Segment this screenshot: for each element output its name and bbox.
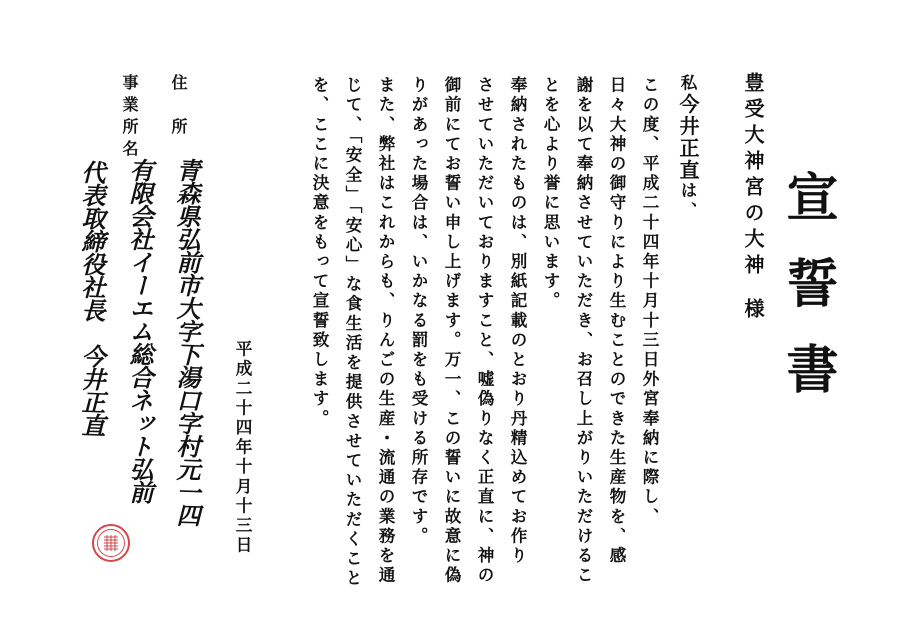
addressee [743,72,763,324]
body-line-3: 謝を以て奉納させていただき、お召し上がりいただけるこ [574,76,594,586]
address-value: 青森県弘前市大字下湯口字村元一四 [172,157,201,527]
body-line-8: りがあった場合は、いかなる罰をも受ける所存です。 [409,76,429,547]
office-value: 有限会社イーエム総合ネット弘前 [125,157,154,504]
document-title: 宣誓書 [777,170,838,428]
opening-line [678,74,698,221]
body-line-7: 御前にてお誓い申し上げます。万一、この誓いに故意に偽 [442,76,462,586]
address-label: 住 所 [169,74,188,140]
body-line-11: を、ここに決意をもって宣誓致します。 [310,76,330,429]
seal-inner-ring [97,529,125,557]
seal-pattern-icon [100,532,122,554]
body-line-1: この度、平成二十四年十月十三日外宮奉納に際し、 [640,76,660,527]
body-line-2: 日々大神の御守りにより生むことのできた生産物を、感 [607,76,627,566]
signer-inline-name: 今井正直 [676,93,700,182]
body-line-9: また、弊社はこれからも、りんごの生産・流通の業務を通 [376,76,396,586]
company-seal-icon [92,524,130,562]
office-label: 事業所名 [120,74,139,162]
body-line-5: 奉納されたものは、別紙記載のとおり丹精込めてお作り [508,76,528,566]
document-date: 平成二十四年十月十三日 [233,340,253,556]
body-line-6: させていただいておりますこと、嘘偽りなく正直に、神の [475,76,495,586]
body-line-10: じて、「安全」「安心」な食生活を提供させていただくこと [343,76,363,589]
opening-suffix: は、 [678,181,698,221]
addressee-name: 豊受大神宮の大神 [741,72,765,280]
addressee-honorific: 様 [741,298,765,324]
body-line-4: とを心より誉に思います。 [541,76,561,312]
representative-value: 代表取締役社長 今井正直 [77,159,106,437]
opening-prefix: 私 [678,74,698,94]
